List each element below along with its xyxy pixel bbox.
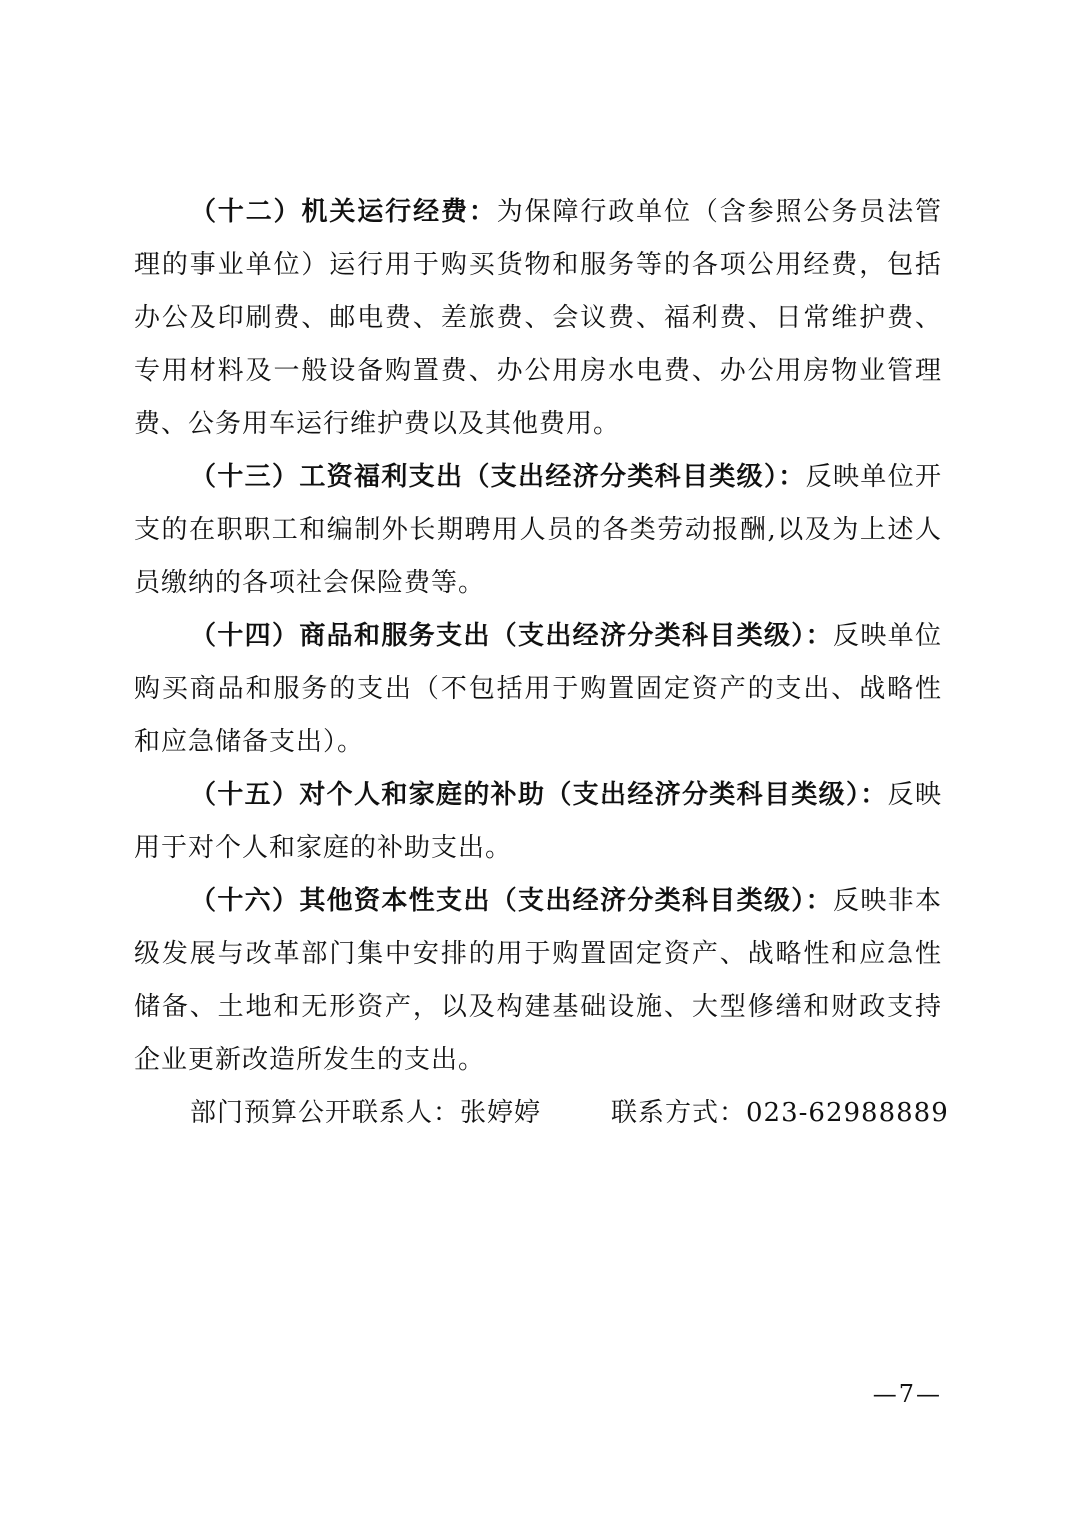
page-number: —7— — [872, 1380, 942, 1408]
paragraph-item-14 — [134, 610, 942, 769]
paragraph-item-13 — [134, 451, 942, 610]
paragraph-body: 为保障行政单位（含参照公务员法管理的事业单位）运行用于购买货物和服务等的各项公用经费，包括办公及印刷费、邮电费、差旅费、会议费、福利费、日常维护费、专用材料及一般设备购置费、办公用房水电费、办公用房物业管理费、公务用车运行维护费以及其他费用。 — [134, 197, 942, 439]
paragraph-body: 反映非本级发展与改革部门集中安排的用于购置固定资产、战略性和应急性储备、土地和无形资产，以及构建基础设施、大型修缮和财政支持企业更新改造所发生的支出。 — [134, 886, 942, 1075]
paragraph-heading: （十五）对个人和家庭的补助（支出经济分类科目类级）： — [190, 780, 888, 810]
paragraph-heading: （十三）工资福利支出（支出经济分类科目类级）： — [190, 462, 806, 492]
contact-method: 联系方式：023-62988889 — [611, 1098, 949, 1128]
paragraph-item-12 — [134, 186, 942, 451]
paragraph-heading: （十二）机关运行经费： — [190, 197, 497, 227]
contact-person: 部门预算公开联系人：张婷婷 — [190, 1098, 542, 1128]
paragraph-body: 反映单位购买商品和服务的支出（不包括用于购置固定资产的支出、战略性和应急储备支出）。 — [134, 621, 942, 757]
document-body — [134, 186, 949, 1140]
paragraph-heading: （十四）商品和服务支出（支出经济分类科目类级）： — [190, 621, 833, 651]
paragraph-body: 反映单位开支的在职职工和编制外长期聘用人员的各类劳动报酬,以及为上述人员缴纳的各项社会保险费等。 — [134, 462, 942, 598]
contact-line — [134, 1087, 949, 1140]
paragraph-heading: （十六）其他资本性支出（支出经济分类科目类级）： — [190, 886, 833, 916]
paragraph-body: 反映用于对个人和家庭的补助支出。 — [134, 780, 942, 863]
paragraph-item-16 — [134, 875, 942, 1087]
paragraph-item-15 — [134, 769, 942, 875]
